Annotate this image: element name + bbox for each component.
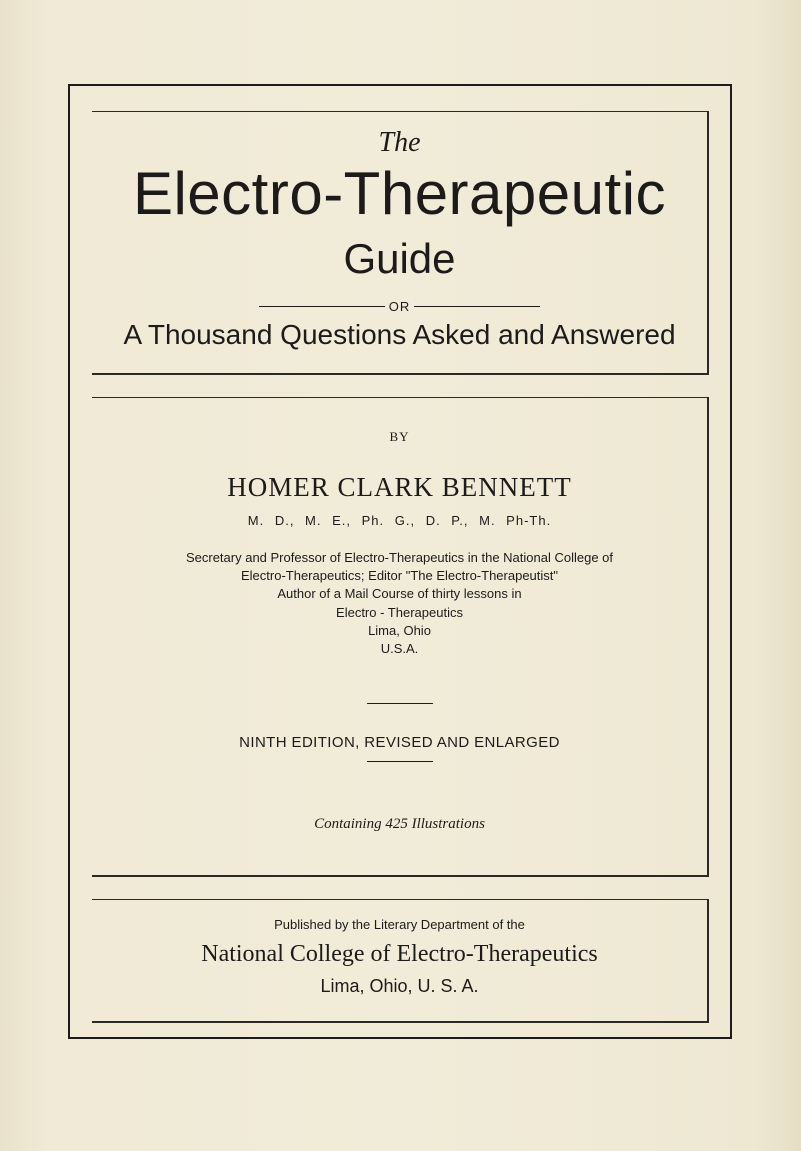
publisher-name: National College of Electro-Therapeutics <box>201 941 598 967</box>
author-panel <box>92 397 709 877</box>
published-by: Published by the Literary Department of the <box>274 917 525 932</box>
edition-statement: NINTH EDITION, REVISED AND ENLARGED <box>239 734 560 751</box>
publisher-panel <box>92 899 709 1023</box>
divider-rule <box>367 703 433 704</box>
or-divider <box>92 299 707 314</box>
bio-line: Author of a Mail Course of thirty lessons in <box>277 586 522 602</box>
author-degrees: M. D., M. E., Ph. G., D. P., M. Ph-Th. <box>247 513 552 528</box>
publisher-location: Lima, Ohio, U. S. A. <box>320 976 479 996</box>
bio-line: U.S.A. <box>380 641 419 657</box>
divider-rule <box>367 761 433 762</box>
or-text: OR <box>388 299 411 314</box>
book-subtitle: A Thousand Questions Asked and Answered <box>123 319 676 350</box>
bio-line: Electro-Therapeutics; Editor "The Electro-Therapeutist" <box>240 568 559 584</box>
bio-line: Secretary and Professor of Electro-Therapeutics in the National College of <box>185 550 614 565</box>
author-bio <box>92 549 707 658</box>
illustrations-note: Containing 425 Illustrations <box>314 816 485 832</box>
author-name: HOMER CLARK BENNETT <box>227 472 572 502</box>
bio-line: Electro - Therapeutics <box>336 604 463 620</box>
title-article: The <box>378 127 421 158</box>
bio-line: Lima, Ohio <box>368 622 431 638</box>
book-title: Electro-Therapeutic <box>132 160 667 227</box>
or-line-left <box>259 306 385 307</box>
book-title-guide: Guide <box>343 235 456 282</box>
title-panel <box>92 111 709 375</box>
or-line-right <box>414 306 540 307</box>
by-label: BY <box>389 429 410 444</box>
